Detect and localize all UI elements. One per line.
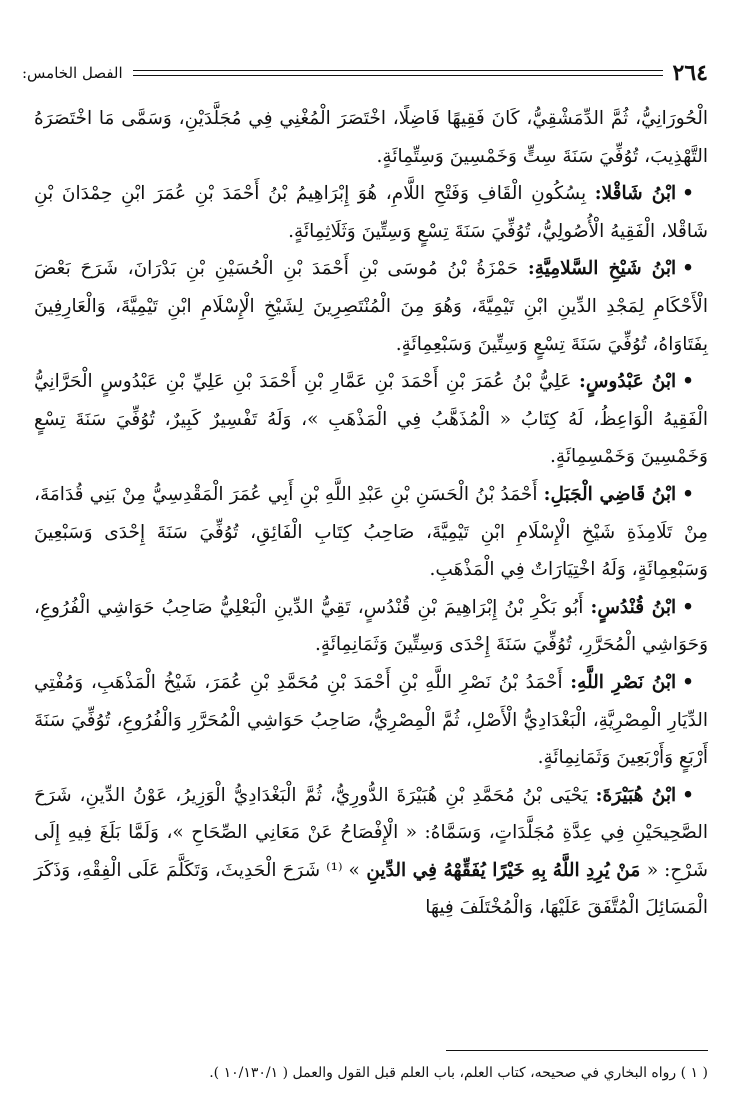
entry-paragraph xyxy=(34,100,708,175)
page-number: ٢٦٤ xyxy=(672,60,708,86)
entry-text-continued: » ⁽¹⁾ شَرَحَ الْحَدِيثَ، وَتَكَلَّمَ عَلَى الْفِقْهِ، وَذَكَرَ الْمَسَائِلَ الْمُتَّفَقَ عَلَيْهَا، وَالْمُخْتَلَفَ فِيهَا xyxy=(34,859,708,919)
entry-paragraph xyxy=(34,175,708,250)
entry-text: أَحْمَدُ بْنُ الْحَسَنِ بْنِ عَبْدِ اللَّهِ بْنِ أَبِي عُمَرَ الْمَقْدِسِيُّ مِنْ بَنِي قُدَامَةَ، مِنْ تَلَامِذَةِ شَيْخِ الْإِسْلَامِ ابْنِ تَيْمِيَّةَ، صَاحِبُ كِتَابِ الْفَائِقِ، تُوُفِّيَ سَنَةَ إِحْدَى وَسَبْعِينَ وَسَبْعِمِائَةٍ، وَلَهُ اخْتِيَارَاتٌ فِي الْمَذْهَبِ. xyxy=(34,483,708,581)
chapter-title: الفصل الخامس: xyxy=(22,64,123,82)
entry-name: ابْنُ قَاضِي الْجَبَلِ: xyxy=(543,483,677,505)
entry-text: أَبُو بَكْرِ بْنُ إِبْرَاهِيمَ بْنِ قُنْدُسٍ، تَقِيُّ الدِّينِ الْبَعْلِيُّ صَاحِبُ حَوَاشِي الْفُرُوعِ، وَحَوَاشِي الْمُحَرَّرِ، تُوُفِّيَ سَنَةَ إِحْدَى وَسِتِّينَ وَثَمَانِمِائَةٍ. xyxy=(34,596,708,656)
entry-text: بِسُكُونِ الْقَافِ وَفَتْحِ اللَّامِ، هُوَ إِبْرَاهِيمُ بْنُ أَحْمَدَ بْنِ عُمَرَ ابْنِ حِمْدَانَ بْنِ شَاقْلا، الْفَقِيهُ الْأُصُولِيُّ، تُوُفِّيَ سَنَةَ تِسْعٍ وَسِتِّينَ وَثَلَاثِمِائَةٍ. xyxy=(34,183,708,242)
entry-paragraph xyxy=(34,476,708,589)
bullet-icon: • xyxy=(682,183,694,205)
entry-text: عَلِيُّ بْنُ عُمَرَ بْنِ أَحْمَدَ بْنِ عَمَّارِ بْنِ أَحْمَدَ بْنِ عَلِيِّ بْنِ عَبْدُوسٍ الْحَرَّانِيُّ الْفَقِيهُ الْوَاعِظُ، لَهُ كِتَابُ « الْمُذَهَّبُ فِي الْمَذْهَبِ »، وَلَهُ تَفْسِيرٌ كَبِيرٌ، تُوُفِّيَ سَنَةَ تِسْعٍ وَخَمْسِينَ وَخَمْسِمِائَةٍ. xyxy=(34,371,708,468)
entry-text: الْحُورَانِيُّ، ثُمَّ الدِّمَشْقِيُّ، كَانَ فَقِيهًا فَاضِلًا، اخْتَصَرَ الْمُغْنِي فِي مُجَلَّدَيْنِ، وَسَمَّى مَا اخْتَصَرَهُ التَّهْذِيبَ، تُوُفِّيَ سَنَةَ سِتٍّ وَخَمْسِينَ وَسِتِّمِائَةٍ. xyxy=(34,108,708,167)
entry-name: ابْنُ قُنْدُسٍ: xyxy=(590,596,677,618)
page-header xyxy=(22,56,708,90)
footnote: ( ١ ) رواه البخاري في صحيحه، كتاب العلم، باب العلم قبل القول والعمل ( ١٠/١٣٠/١ ). xyxy=(209,1065,708,1081)
entry-text: يَحْيَى بْنُ مُحَمَّدِ بْنِ هُبَيْرَةَ الدُّورِيُّ، ثُمَّ الْبَغْدَادِيُّ الْوَزِيرُ، عَوْنُ الدِّينِ، شَرَحَ الصَّحِيحَيْنِ فِي عِدَّةِ مُجَلَّدَاتٍ، وَسَمَّاهُ: « الْإِفْصَاحُ عَنْ مَعَانِي الصِّحَاحِ »، وَلَمَّا بَلَغَ فِيهِ إِلَى شَرْحِ: « xyxy=(34,784,708,881)
entry-name: ابْنُ شَاقْلا: xyxy=(594,183,677,205)
hadith-quote: مَنْ يُرِدِ اللَّهُ بِهِ خَيْرًا يُفَقِّهْهُ فِي الدِّينِ xyxy=(359,859,647,881)
entry-name: ابْنُ شَيْخِ السَّلامِيَّةِ: xyxy=(527,258,677,280)
entry-paragraph xyxy=(34,777,708,927)
entry-text: أَحْمَدُ بْنُ نَصْرِ اللَّهِ بْنِ أَحْمَدَ بْنِ مُحَمَّدِ بْنِ عُمَرَ، شَيْخُ الْمَذْهَبِ، وَمُفْتِي الدِّيَارِ الْمِصْرِيَّةِ، الْبَغْدَادِيُّ الْأَصْلِ، ثُمَّ الْمِصْرِيُّ، صَاحِبُ حَوَاشِي الْمُحَرَّرِ وَالْفُرُوعِ، تُوُفِّيَ سَنَةَ أَرْبَعٍ وَأَرْبَعِينَ وَثَمَانِمِائَةٍ. xyxy=(34,671,708,769)
bullet-icon: • xyxy=(682,784,694,806)
entry-text: حَمْزَةُ بْنُ مُوسَى بْنِ أَحْمَدَ بْنِ الْحُسَيْنِ بْنِ بَدْرَانَ، شَرَحَ بَعْضَ الْأَحْكَامِ لِمَجْدِ الدِّينِ ابْنِ تَيْمِيَّةَ، وَهُوَ مِنَ الْمُنْتَصِرِينَ لِشَيْخِ الْإِسْلَامِ ابْنِ تَيْمِيَّةَ، وَالْعَارِفِينَ بِفَتَاوَاهُ، تُوُفِّيَ سَنَةَ تِسْعٍ وَسِتِّينَ وَسَبْعِمِائَةٍ. xyxy=(34,258,708,355)
entry-paragraph xyxy=(34,589,708,664)
entry-name: ابْنُ هُبَيْرَةَ: xyxy=(595,784,677,806)
header-rule xyxy=(133,70,663,76)
bullet-icon: • xyxy=(682,258,694,280)
entry-paragraph xyxy=(34,664,708,777)
bullet-icon: • xyxy=(682,596,694,618)
footnote-rule xyxy=(446,1050,708,1051)
entry-paragraph xyxy=(34,250,708,363)
bullet-icon: • xyxy=(682,671,694,693)
bullet-icon: • xyxy=(682,483,694,505)
entry-name: ابْنُ نَصْرِ اللَّهِ: xyxy=(570,671,677,693)
entry-paragraph xyxy=(34,363,708,476)
bullet-icon: • xyxy=(682,371,694,393)
entry-name: ابْنُ عَبْدُوسٍ: xyxy=(579,371,677,393)
page-body xyxy=(34,100,708,927)
